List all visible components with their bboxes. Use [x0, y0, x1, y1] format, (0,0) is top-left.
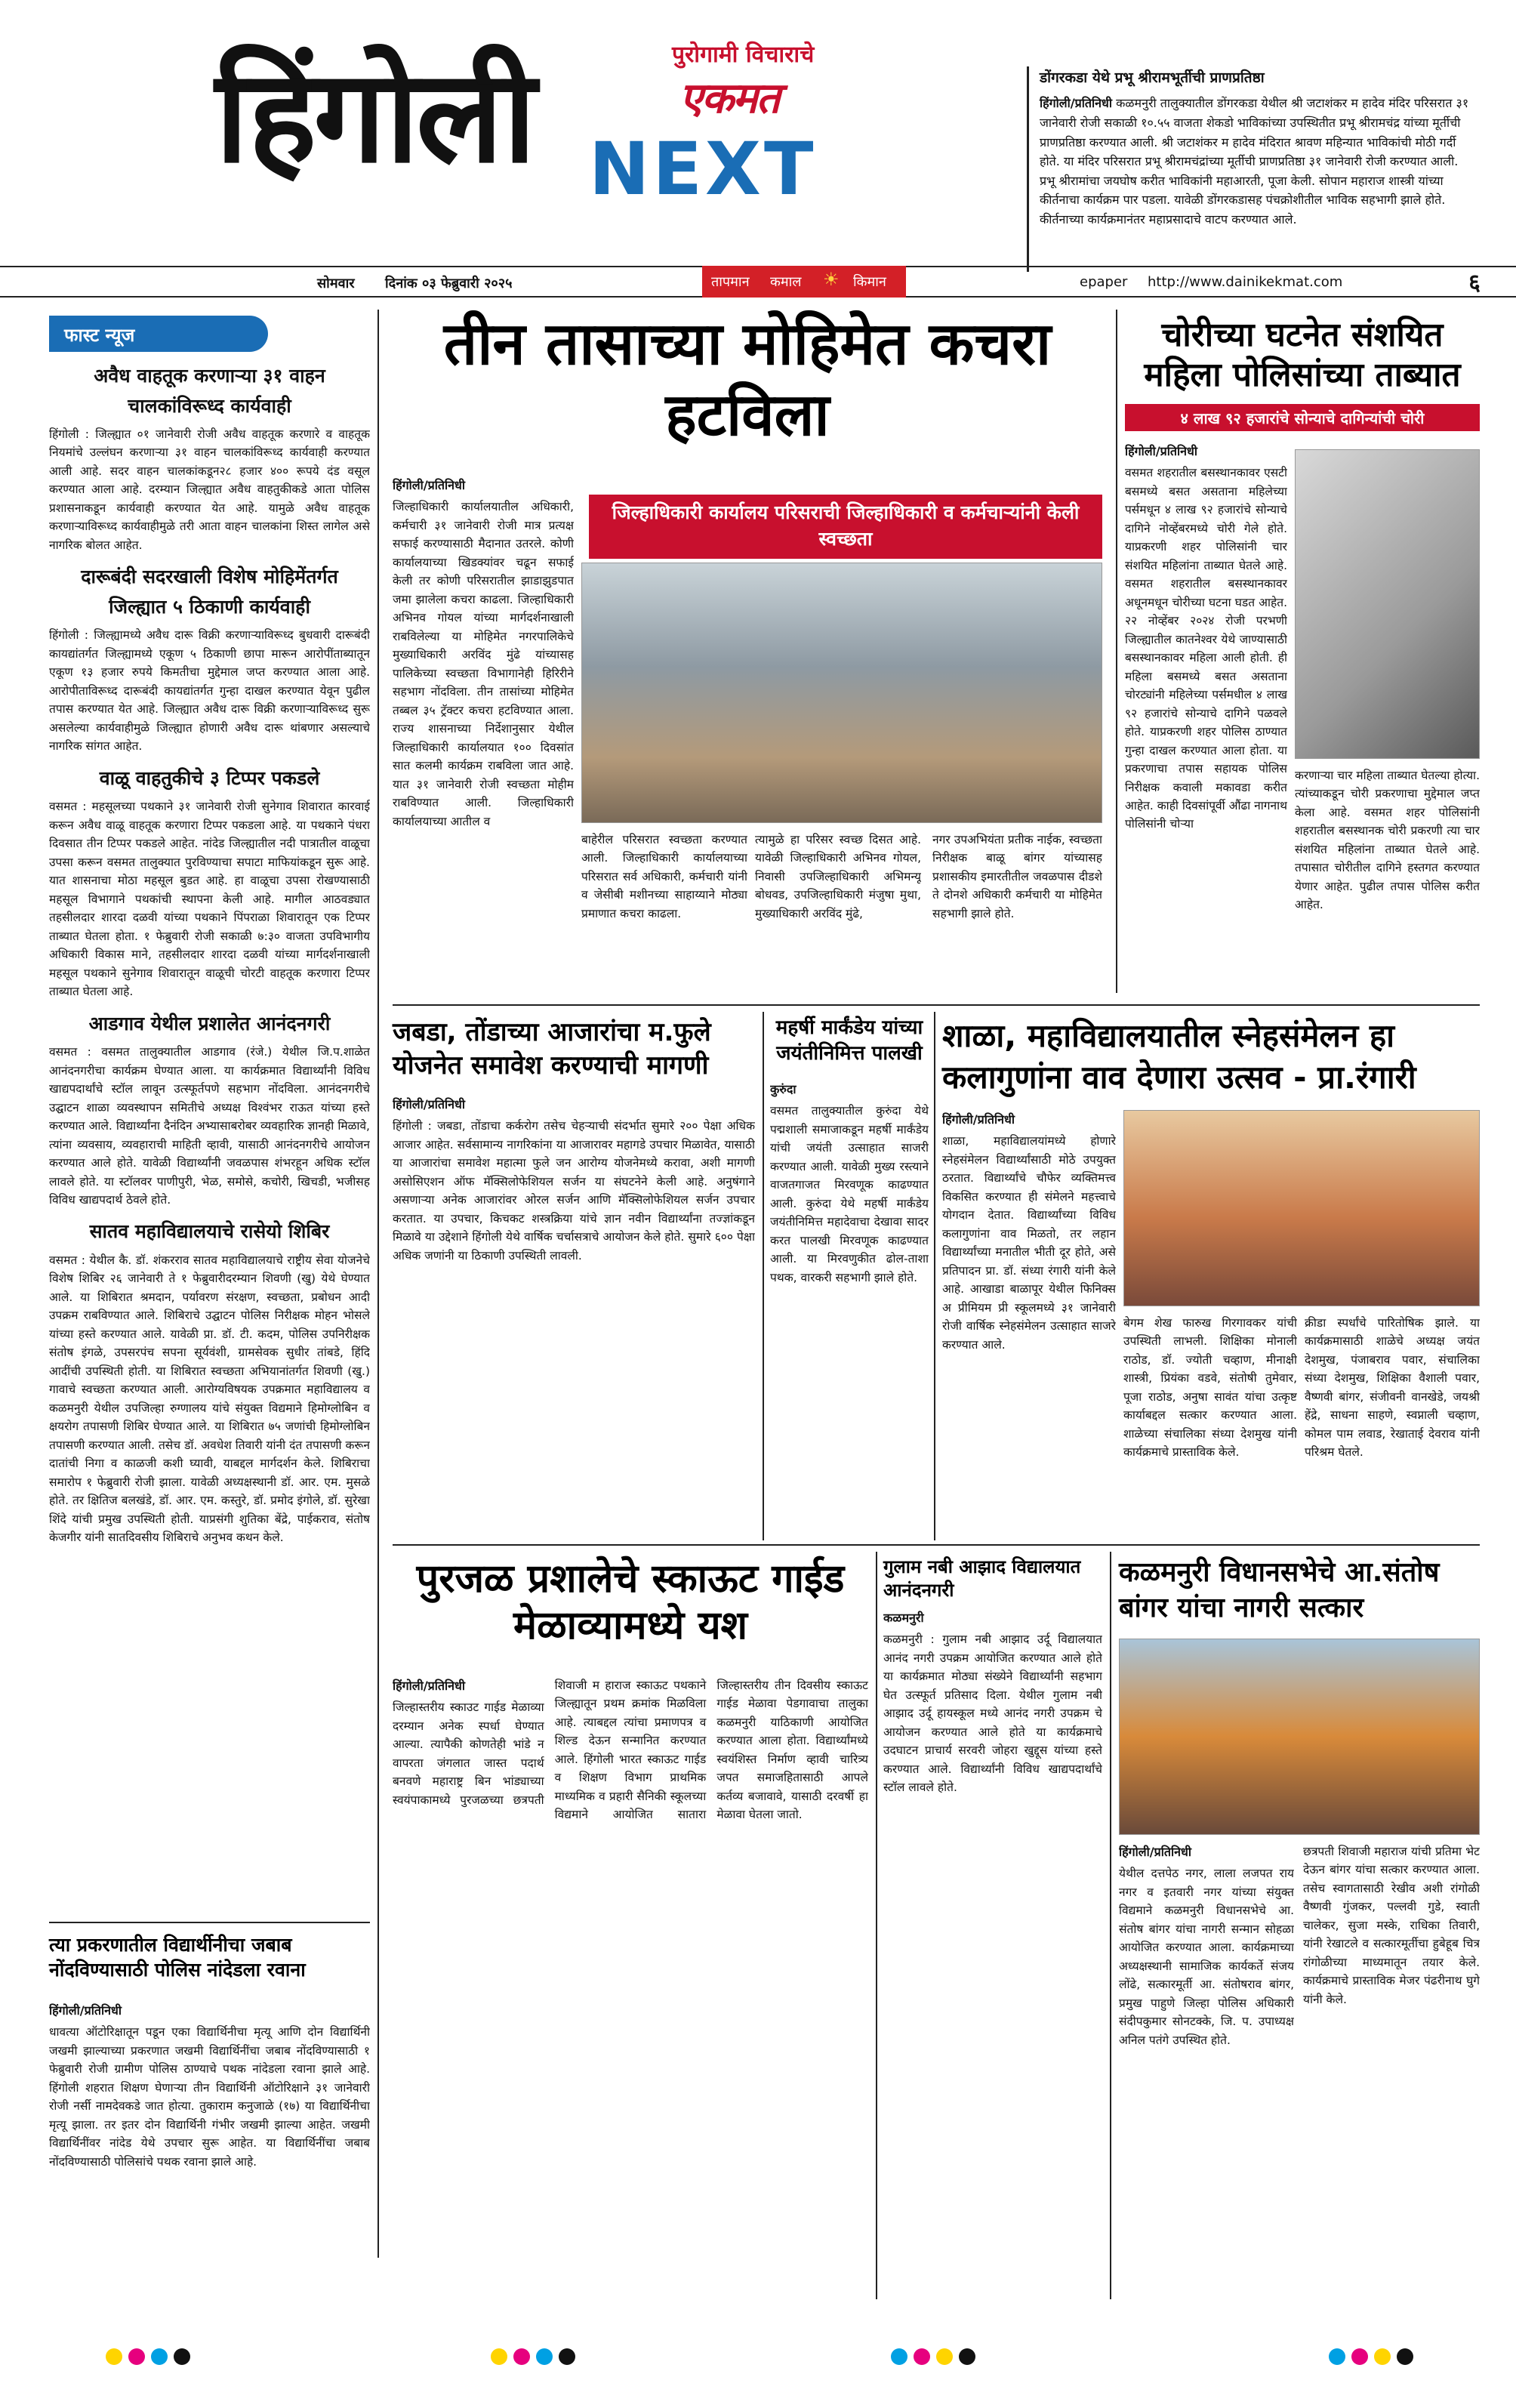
main-body-col1 [393, 476, 574, 1004]
main-byline: हिंगोली/प्रतिनिधी [393, 478, 466, 492]
column-divider [763, 1012, 764, 1540]
epaper-label: epaper [1080, 274, 1128, 290]
divider [393, 1004, 1480, 1006]
column-divider [1110, 1552, 1111, 2299]
registration-dot [513, 2348, 530, 2365]
left-body-4: वसमत : वसमत तालुक्यातील आडगाव (रंजे.) येथील जि.प.शाळेत आनंदनगरीचा कार्यक्रम घेण्यात आला. या कार्यक्रमात विद्यार्थ्यांनी विविध खाद्यपदार्थांचे स्टॉल लावून उत्स्फूर्तपणे सहभाग नोंदविला. आनंदनगरीचे उद्घाटन शाळा व्यवस्थापन समितीचे अध्यक्ष विश्वंभर राऊत यांच्या हस्ते करण्यात आले. विद्यार्थ्यांना दैनंदिन अभ्यासाबरोबर व्यवहारिक ज्ञानही मिळावे, त्यांना व्यवसाय, व्यवहाराची माहिती व्हावी, यासाठी आनंदनगरीचे आयोजन करण्यात आले होते. यावेळी विद्यार्थ्यांनी जवळपास शंभरहून अधिक स्टॉल लावले होते. या स्टॉलवर पाणीपुरी, भेळ, समोसे, कचोरी, खिचडी, भजीसह विविध खाद्यपदार्थ ठेवले होते. [49, 1045, 370, 1207]
palkhi-headline: महर्षी मार्कंडेय यांच्या जयंतीनिमित्त पालखी [775, 1016, 923, 1065]
left-headline-1: अवैध वाहतूक करणाऱ्या ३१ वाहन चालकांविरूध्द कार्यवाही [94, 365, 325, 417]
registration-dot [959, 2348, 975, 2365]
page-number: ६ [1468, 270, 1481, 296]
gathering-photo [1123, 1110, 1480, 1306]
santosh-byline: हिंगोली/प्रतिनिधी [1119, 1845, 1192, 1859]
jabda-story [393, 1095, 755, 1533]
column-divider [1116, 310, 1117, 993]
gathering-headline: शाळा, महाविद्यालयातील स्नेहसंमेलन हा कलागुणांना वाव देणारा उत्सव - प्रा.रंगारी [942, 1017, 1416, 1096]
palkhi-body: वसमत तालुक्यातील कुरुंदा येथे पद्मशाली समाजाकडून महर्षी मार्कंडेय यांची जयंती उत्साहात साजरी करण्यात आली. यावेळी मुख्य रस्त्याने वाजतगाजत मिरवणूक काढण्यात आली. कुरुंदा येथे महर्षी मार्कंडेय जयंतीनिमित्त महादेवाचा देखावा सादर करत पालखी मिरवणूक काढण्यात आली. या मिरवणुकीत ढोल-ताशा पथक, वारकरी सहभागी झाले होते. [770, 1104, 929, 1284]
registration-dot [891, 2348, 907, 2365]
students-byline: हिंगोली/प्रतिनिधी [49, 2003, 122, 2018]
column-divider [934, 1012, 935, 1540]
gulam-body: कळमनुरी : गुलाम नबी आझाद उर्दू विद्यालयात आनंद नगरी उपक्रम आयोजित करण्यात आले होते या कार्यक्रमात मोठ्या संख्येने विद्यार्थ्यांनी सहभाग घेत उत्स्फूर्त प्रतिसाद दिला. येथील गुलाम नबी आझाद उर्दू हायस्कूल मध्ये आनंद नगरी उपक्रम चे आयोजन करण्यात आले होते या कार्यक्रमाचे उदघाटन प्राचार्य सरवरी जोहरा खुद्दूस यांच्या हस्ते करण्यात आले. विद्यार्थ्यांनी विविध खाद्यपदार्थांचे स्टॉल लावले होते. [883, 1633, 1102, 1795]
main-headline: तीन तासाच्या मोहिमेत कचरा हटविला [443, 310, 1052, 449]
top-news-headline: डोंगरकडा येथे प्रभू श्रीरामभूर्तीची प्राणप्रतिष्ठा [1040, 69, 1265, 86]
registration-dot [536, 2348, 553, 2365]
fast-news-label: फास्ट न्यूज [64, 325, 135, 346]
gathering-body-col3: क्रीडा स्पर्धांचे पारितोषिक झाले. या कार्यक्रमासाठी शाळेचे अध्यक्ष जयंत देशमुख, पंजाबराव पवार, संचालिका संध्या देशमुख, शिक्षिका वैशाली पवार, वैष्णवी बांगर, संजीवनी वानखेडे, जयश्री हेंद्रे, साधना साहणे, स्वप्नाली चव्हाण, कोमल पाम लवाड, रेखाताई देवराव यांनी परिश्रम घेतले. [1305, 1316, 1480, 1460]
brand-tagline: पुरोगामी विचाराचे [672, 42, 815, 68]
sun-icon: ☀ [823, 269, 840, 290]
column-divider [377, 310, 379, 2258]
students-body: धावत्या ऑटोरिक्षातून पडून एका विद्यार्थिनीचा मृत्यू आणि दोन विद्यार्थिनी जखमी झाल्याच्या प्रकरणात जखमी विद्यार्थिनींचा जबाब नोंदविण्यासाठी १ फेब्रुवारी रोजी ग्रामीण पोलिस ठाण्याचे पथक नांदेडला रवाना झाले आहे. हिंगोली शहरात शिक्षण घेणाऱ्या तीन विद्यार्थिनी ऑटोरिक्षाने ३१ जानेवारी रोजी नर्सी नामदेवकडे जात होत्या. तुकाराम कनुजाळे (१७) या विद्यार्थिनीचा मृत्यू झाला. तर इतर दोन विद्यार्थिनी गंभीर जखमी झाल्या आहेत. जखमी विद्यार्थिनींवर नांदेड येथे उपचार सुरू आहेत. या विद्यार्थिनींचा जबाब नोंदविण्यासाठी पोलिसांचे पथक रवाना झाले आहे. [49, 2025, 370, 2169]
scout-body: जिल्हास्तरीय स्काउट गाईड मेळाव्या दरम्यान अनेक स्पर्धा घेण्यात आल्या. त्यापैकी कोणतेही भांडे न वापरता जंगलात जास्त पदार्थ बनवणे महाराष्ट्र बिन भांड्याच्या स्वयंपाकामध्ये पुरजळच्या छत्रपती शिवाजी म हाराज स्काऊट पथकाने जिल्ह्यातून प्रथम क्रमांक मिळविला आहे. त्याबद्दल त्यांचा प्रमाणपत्र व शिल्ड देऊन सन्मानित करण्यात आले. हिंगोली भारत स्काऊट गाईड व शिक्षण विभाग प्राथमिक माध्यमिक व प्रहारी सैनिकी स्कूलच्या विद्यमाने आयोजित सातारा जिल्हास्तरीय तीन दिवसीय स्काऊट गाईड मेळावा पेडगावाचा तालुका कळमनुरी याठिकाणी आयोजित करण्यात आला होता. विद्यार्थ्यांमध्ये स्वयंशिस्त निर्माण व्हावी चारित्र्य जपत समाजहितासाठी आपले कर्तव्य बजावावे, यासाठी दरवर्षी हा मेळावा घेतला जातो. [393, 1679, 868, 1822]
crime-photo [1295, 449, 1480, 759]
palkhi-byline: कुरुंदा [770, 1082, 797, 1096]
gathering-body-text1: शाळा, महाविद्यालयांमध्ये होणारे स्नेहसंमेलन विद्यार्थ्यांसाठी मोठे उपयुक्त ठरतात. विद्यार्थ्यांचे चौफेर व्यक्तिमत्त्व विकसित करण्यात ही संमेलने महत्त्वाचे योगदान देतात. विद्यार्थ्यांच्या विविध कलागुणांना वाव मिळतो, तर लहान विद्यार्थ्यांच्या मनातील भीती दूर होते, असे प्रतिपादन प्रा. डॉ. संध्या रंगारी यांनी केले आहे. आखाडा बाळापूर येथील फिनिक्स अ प्रीमियम प्री स्कूलमध्ये ३१ जानेवारी रोजी वार्षिक स्नेहसंमेलन उत्साहात साजरे करण्यात आले. [942, 1134, 1116, 1352]
column-divider [876, 1552, 877, 2299]
registration-dot [1397, 2348, 1413, 2365]
crime-byline: हिंगोली/प्रतिनिधी [1125, 444, 1198, 458]
students-headline: त्या प्रकरणातील विद्यार्थीनीचा जबाब नोंदविण्यासाठी पोलिस नांदेडला रवाना [49, 1934, 306, 1981]
palkhi-story [770, 1080, 929, 1533]
min-temp-label: किमान [853, 274, 886, 290]
cleanup-photo [581, 563, 1102, 823]
gulam-headline: गुलाम नबी आझाद विद्यालयात आनंदनगरी [883, 1556, 1081, 1602]
gulam-story [883, 1608, 1102, 2303]
left-body-2: हिंगोली : जिल्ह्यामध्ये अवैध दारू विक्री करणाऱ्याविरूध्द बुधवारी दारूबंदी कायद्यांतर्गत जिल्ह्यामध्ये एकूण ५ ठिकाणी छापा मारून आरोपींताब्यातून एकूण १३ हजार रुपये किमतीचा मुद्देमाल जप्त करण्यात आला आहे. आरोपीताविरूध्द दारूबंदी कायद्यांतर्गत गुन्हा दाखल करण्यात येवून पुढील तपास करण्यात येत आहे. जिल्ह्यात अवैध दारू विक्री करणाऱ्याविरूध्द सुरू असलेल्या कार्यवाहीमुळे जिल्ह्यात होणारी अवैध दारू थांबणार असल्याचे नागरिक सांगत आहेत. [49, 628, 370, 754]
masthead-title: हिंगोली [215, 42, 534, 192]
scout-story [393, 1676, 868, 2303]
registration-dot [936, 2348, 953, 2365]
brand-next-logo: NEXT [589, 127, 817, 211]
registration-dot [151, 2348, 168, 2365]
crime-headline: चोरीच्या घटनेत संशयित महिला पोलिसांच्या ताब्यात [1144, 316, 1461, 394]
santosh-headline: कळमनुरी विधानसभेचे आ.संतोष बांगर यांचा नागरी सत्कार [1119, 1557, 1440, 1623]
registration-dot [1351, 2348, 1368, 2365]
registration-dot [106, 2348, 122, 2365]
santosh-body-text1: येथील दत्तपेठ नगर, लाला लजपत राय नगर व इतवारी नगर यांच्या संयुक्त विद्यमाने कळमनुरी विधानसभेचे आ. संतोष बांगर यांचा नागरी सन्मान सोहळा आयोजित करण्यात आला. कार्यक्रमाच्या अध्यक्षस्थानी सामाजिक कार्यकर्ते संजय लोंढे, सत्कारमूर्ती आ. संतोषराव बांगर, प्रमुख पाहुणे जिल्हा पोलिस अधिकारी संदीपकुमार सोनटक्के, जि. प. उपाध्यक्ष अनिल पतंगे उपस्थित होते. [1119, 1867, 1294, 2047]
divider [49, 1922, 370, 1923]
gulam-byline: कळमनुरी [883, 1611, 924, 1625]
registration-dot [559, 2348, 575, 2365]
students-story [49, 2001, 370, 2288]
left-news-column [49, 361, 370, 1909]
registration-dot [174, 2348, 190, 2365]
left-headline-2: दारूबंदी सदरखाली विशेष मोहिमेंतर्गत जिल्ह्यात ५ ठिकाणी कार्यवाही [81, 566, 338, 618]
top-news-byline: हिंगोली/प्रतिनिधी [1040, 96, 1113, 111]
scout-byline: हिंगोली/प्रतिनिधी [393, 1679, 466, 1693]
divider [393, 1544, 1480, 1546]
scout-headline: पुरजळ प्रशालेचे स्काऊट गाईड मेळाव्यामध्ये यश [416, 1556, 845, 1649]
gathering-body-col2: बेगम शेख फारुख गिरगावकर यांची उपस्थिती लाभली. शिक्षिका मोनाली राठोड, डॉ. ज्योती चव्हाण, मीनाक्षी शास्त्री, प्रियंका वडवे, संतोषी तुमेवार, पूजा राठोड, अनुषा सावंत यांचा उत्कृष्ट कार्याबद्दल सत्कार करण्यात आला. शाळेच्या संचालिका संध्या देशमुख यांनी कार्यक्रमाचे प्रास्ताविक केले. [1123, 1316, 1297, 1460]
main-body-text1: जिल्हाधिकारी कार्यालयातील अधिकारी, कर्मचारी ३१ जानेवारी रोजी मात्र प्रत्यक्ष सफाई करण्यासाठी मैदानात उतरले. कोणी कार्यालयाच्या खिडक्यांवर चढून सफाई केली तर कोणी परिसरातील झाडाझुडपात जमा झालेला कचरा काढला. जिल्हाधिकारी अभिनव गोयल यांच्या मार्गदर्शनाखाली राबविलेल्या या मोहिमेत नगरपालिकेचे मुख्याधिकारी अरविंद मुंढे यांच्यासह पालिकेच्या स्वच्छता विभागानेही हिरिरीने सहभाग नोंदविला. तीन तासांच्या मोहिमेत तब्बल ३५ ट्रॅक्टर कचरा हटविण्यात आला. राज्य शासनाच्या निर्देशानुसार येथील जिल्हाधिकारी कार्यालयात १०० दिवसांत सात कलमी कार्यक्रम राबविला जात आहे. यात ३१ जानेवारी रोजी स्वच्छता मोहीम राबविण्यात आली. जिल्हाधिकारी कार्यालयाच्या आतील व [393, 500, 574, 828]
left-headline-3: वाळू वाहतुकीचे ३ टिप्पर पकडले [99, 766, 320, 789]
fast-news-bar [49, 316, 268, 352]
crime-body-col1 [1125, 442, 1287, 985]
day-label: सोमवार [317, 276, 355, 291]
main-body-col4: नगर उपअभियंता प्रतीक नाईक, स्वच्छता निरीक्षक बाळू बांगर यांच्यासह प्रशासकीय इमारतीतील जवळपास दीडशे ते दोनशे अधिकारी कर्मचारी या मोहिमेत सहभागी झाले होते. [932, 833, 1102, 920]
santosh-body-col1 [1119, 1842, 1294, 2303]
max-temp-label: कमाल [770, 274, 802, 290]
left-body-3: वसमत : महसूलच्या पथकाने ३१ जानेवारी रोजी सुनेगाव शिवारात कारवाई करून अवैध वाळू वाहतूक करणारा टिप्पर पकडला आहे. या पथकाने पंधरा दिवसात तीन टिप्पर पकडले आहेत. नांदेड जिल्ह्यातील नदी पात्रातील वाळूचा उपसा करून वसमत तालुक्यात पुरविण्याचा सपाटा माफियांकडून सुरू आहे. यात शासनाचा मोठा महसूल बुडत आहे. हा वाळूचा उपसा रोखण्यासाठी महसूल विभागाने पथकांची स्थापना केली आहे. मागील आठवड्यात तहसीलदार शारदा दळवी यांच्या पथकाने पिंपराळा शिवारातून एक टिप्पर ताब्यात घेतला होता. १ फेब्रुवारी रोजी सकाळी ७:३० वाजता उपविभागीय अधिकारी विकास माने, तहसीलदार शारदा दळवी यांच्या मार्गदर्शनाखाली महसूल पथकाने सुनेगाव शिवारातून वाळूची चोरटी वाहतूक करणारा टिप्पर ताब्यात घेतला आहे. [49, 800, 370, 999]
date-label: दिनांक ०३ फेब्रुवारी २०२५ [385, 276, 513, 291]
top-news-box [1027, 66, 1477, 272]
santosh-body-col2: छत्रपती शिवाजी महाराज यांची प्रतिमा भेट देऊन बांगर यांचा सत्कार करण्यात आला. तसेच स्वागतासाठी रेखीव अशी रांगोळी वैष्णवी गुंजकर, पल्लवी गुडे, स्वाती चालेकर, सुजा मस्के, राधिका तिवारी, यांनी रेखाटले व सत्कारमूर्तीचा हुबेहूब चित्र रांगोळीच्या माध्यमातून तयार केले. कार्यक्रमाचे प्रास्ताविक मेजर पंढरीनाथ घुगे यांनी केले. [1303, 1845, 1480, 2006]
registration-dot [491, 2348, 507, 2365]
santosh-photo [1119, 1639, 1480, 1835]
jabda-headline: जबडा, तोंडाच्या आजारांचा म.फुले योजनेत समावेश करण्याची मागणी [393, 1017, 711, 1081]
top-news-body: कळमनुरी तालुक्यातील डोंगरकडा येथील श्री जटाशंकर म हादेव मंदिर परिसरात ३१ जानेवारी रोजी सकाळी १०.५५ वाजता शेकडो भाविकांच्या उपस्थितीत प्रभू श्रीरामचंद्र यांच्या मूर्तीची प्राणप्रतिष्ठा करण्यात आली. श्री जटाशंकर म हादेव मंदिरात श्रावण महिन्यात भाविकांची मोठी गर्दी होते. या मंदिर परिसरात प्रभू श्रीरामचंद्रांच्या मूर्तीची प्राणप्रतिष्ठा ३१ जानेवारी रोजी करण्यात आली. प्रभू श्रीरामांचा जयघोष करीत भाविकांनी महाआरती, पूजा केली. सोपान महाराज शास्त्री यांच्या कीर्तनाचा कार्यक्रम पार पडला. यावेळी डोंगरकडासह पंचक्रोशीतील भाविक सहभागी झाले होते. कीर्तनाच्या कार्यक्रमानंतर महाप्रसादाचे वाटप करण्यात आले. [1040, 96, 1469, 227]
gathering-byline: हिंगोली/प्रतिनिधी [942, 1112, 1015, 1127]
left-body-1: हिंगोली : जिल्ह्यात ०१ जानेवारी रोजी अवैध वाहतूक करणारे व वाहतूक नियमांचे उल्लंघन करणाऱ्या ३१ वाहन चालकांविरूध्द कार्यवाही करण्यात आली आहे. सदर वाहन चालकांकडून२८ हजार ४०० रूपये दंड वसूल करण्यात आला आहे. दरम्यान जिल्ह्यात अवैध वाहतुकीकडे आता पोलिस प्रशासनाकडून कार्यवाही करण्यात येत आहे. यामुळे अवैध वाहतूक करणाऱ्याविरूध्द कार्यवाहीमुळे तरी आता वाहन चालकांना शिस्त लागेल असे नागरिक बोलत आहेत. [49, 427, 370, 552]
registration-dot [914, 2348, 930, 2365]
gathering-body-col1 [942, 1110, 1116, 1533]
temperature-box [702, 266, 906, 298]
registration-dot [1374, 2348, 1391, 2365]
crime-body-col2: करणाऱ्या चार महिला ताब्यात घेतल्या होत्या. त्यांच्याकडून चोरी प्रकरणाचा मुद्देमाल जप्त केला आहे. वसमत शहर पोलिसांनी शहरातील बसस्थानक चोरी प्रकरणी त्या चार संशयित महिलांना ताब्यात घेतले आहे. तपासात चोरीतील दागिने हस्तगत करण्यात येणार आहेत. पुढील तपास पोलिस करीत आहेत. [1295, 769, 1480, 912]
main-body-col2: बाहेरील परिसरात स्वच्छता करण्यात आली. जिल्हाधिकारी कार्यालयाच्या परिसरात सर्व अधिकारी, कर्मचारी यांनी व जेसीबी मशीनच्या साहाय्याने मोठ्या प्रमाणात कचरा काढला. [581, 833, 747, 920]
left-headline-5: सातव महाविद्यालयाचे रासेयो शिबिर [89, 1220, 330, 1243]
registration-dot [1329, 2348, 1345, 2365]
main-subhead-strip: जिल्हाधिकारी कार्यालय परिसराची जिल्हाधिकारी व कर्मचाऱ्यांनी केली स्वच्छता [589, 495, 1102, 559]
crime-strip: ४ लाख ९२ हजारांचे सोन्याचे दागिन्यांची चोरी [1125, 404, 1480, 431]
crime-body-text1: वसमत शहरातील बसस्थानकावर एसटी बसमध्ये बसत असताना महिलेच्या पर्समधून ४ लाख ९२ हजारांचे सोन्याचे दागिने नोव्हेंबरमध्ये चोरी गेले होते. याप्रकरणी शहर पोलिसांनी चार संशयित महिलांना ताब्यात घेतले आहे. वसमत शहरातील बसस्थानकावर अधूनमधून चोरीच्या घटना घडत आहेत. २२ नोव्हेंबर २०२४ रोजी परभणी जिल्ह्यातील कातनेश्वर येथे जाण्यासाठी बसस्थानकावर महिला आली होती. ही महिला बसमध्ये बसत असताना चोरट्यांनी महिलेच्या पर्समधील ४ लाख ९२ हजारांचे सोन्याचे दागिने पळवले होते. याप्रकरणी शहर पोलिस ठाण्यात गुन्हा दाखल करण्यात आला होता. या प्रकरणाचा तपास सहायक पोलिस निरीक्षक कवाली मकावडा करीत आहेत. काही दिवसांपूर्वी औंढा नागनाथ पोलिसांनी चोऱ्या [1125, 466, 1287, 831]
left-body-5: वसमत : येथील कै. डॉ. शंकरराव सातव महाविद्यालयाचे राष्ट्रीय सेवा योजनेचे विशेष शिबिर २६ जानेवारी ते १ फेब्रुवारीदरम्यान शिवणी (खु) येथे घेण्यात आले. या शिबिरात श्रमदान, पर्यावरण संरक्षण, स्वच्छता, प्रबोधन आदी उपक्रम राबविण्यात आले. शिबिराचे उद्घाटन पोलिस निरीक्षक मोहन भोसले यांच्या हस्ते करण्यात आले. यावेळी प्रा. डॉ. टी. कदम, पोलिस उपनिरीक्षक संतोष इंगळे, उपसरपंच सपना सूर्यवंशी, ग्रामसेवक सुधीर तांबडे, हिंदि आदींची उपस्थिती होती. या शिबिरात स्वच्छता अभियानांतर्गत शिवणी (खु.) गावाचे स्वच्छता करण्यात आली. आरोग्यविषयक उपक्रमात महाविद्यालय व कळमनुरी येथील उपजिल्हा रुग्णालय यांचे संयुक्त विद्यमाने हिमोग्लोबिन व क्षयरोग तपासणी शिबिर घेण्यात आले. या शिबिरात ७५ जणांची हिमोग्लोबिन तपासणी करण्यात आली. तसेच डॉ. अवधेश तिवारी यांनी दंत तपासणी करून दातांची निगा व काळजी कशी घ्यावी, याबद्दल मार्गदर्शन केले. शिबिराचा समारोप १ फेब्रुवारी रोजी झाला. यावेळी अध्यक्षस्थानी डॉ. आर. एम. मुसळे होते. तर क्षितिज बलखंडे, डॉ. आर. एम. कस्तुरे, डॉ. प्रमोद इंगोले, डॉ. सुरेखा शिंदे यांची प्रमुख उपस्थिती होती. याप्रसंगी शुतिका बेंद्रे, पाईकराव, संतोष केजगीर यांनी सातदिवसीय शिबिराचे अनुभव कथन केले. [49, 1253, 370, 1545]
website-link[interactable]: http://www.dainikekmat.com [1148, 274, 1343, 290]
left-headline-4: आडगाव येथील प्रशालेत आनंदनगरी [88, 1012, 331, 1034]
jabda-byline: हिंगोली/प्रतिनिधी [393, 1097, 466, 1112]
brand-name: एकमत [679, 74, 779, 123]
registration-dot [128, 2348, 145, 2365]
temperature-label: तापमान [711, 274, 750, 290]
main-body-col3: त्यामुळे हा परिसर स्वच्छ दिसत आहे. यावेळी जिल्हाधिकारी अभिनव गोयल, निवासी उपजिल्हाधिकारी अभिमन्यू बोधवड, उपजिल्हाधिकारी मंजुषा मुथा, मुख्याधिकारी अरविंद मुंढे, [755, 833, 921, 920]
jabda-body: हिंगोली : जबडा, तोंडाचा कर्करोग तसेच चेहऱ्याची संदर्भात सुमारे २०० पेक्षा अधिक आजार आहेत. सर्वसामान्य नागरिकांना या आजारावर महागडे उपचार मिळावेत, यासाठी या आजारांचा समावेश महात्मा फुले जन आरोग्य योजनेमध्ये करावा, अशी मागणी असोसिएशन ऑफ मॅक्सिलोफेशियल सर्जन या संघटनेने केली आहे. अनुषंगाने असणाऱ्या अनेक आजारांवर ओरल सर्जन आणि मॅक्सिलोफेशियल सर्जन उपचार करतात. या उपचार, किचकट शस्त्रक्रिया यांचे ज्ञान नवीन विद्यार्थ्यांना तज्ज्ञांकडून मिळावे या उद्देशाने हिंगोली येथे वार्षिक चर्चासत्राचे आयोजन केले होते. सुमारे ६०० पेक्षा अधिक जणांनी या ठिकाणी उपस्थिती लावली. [393, 1119, 755, 1263]
